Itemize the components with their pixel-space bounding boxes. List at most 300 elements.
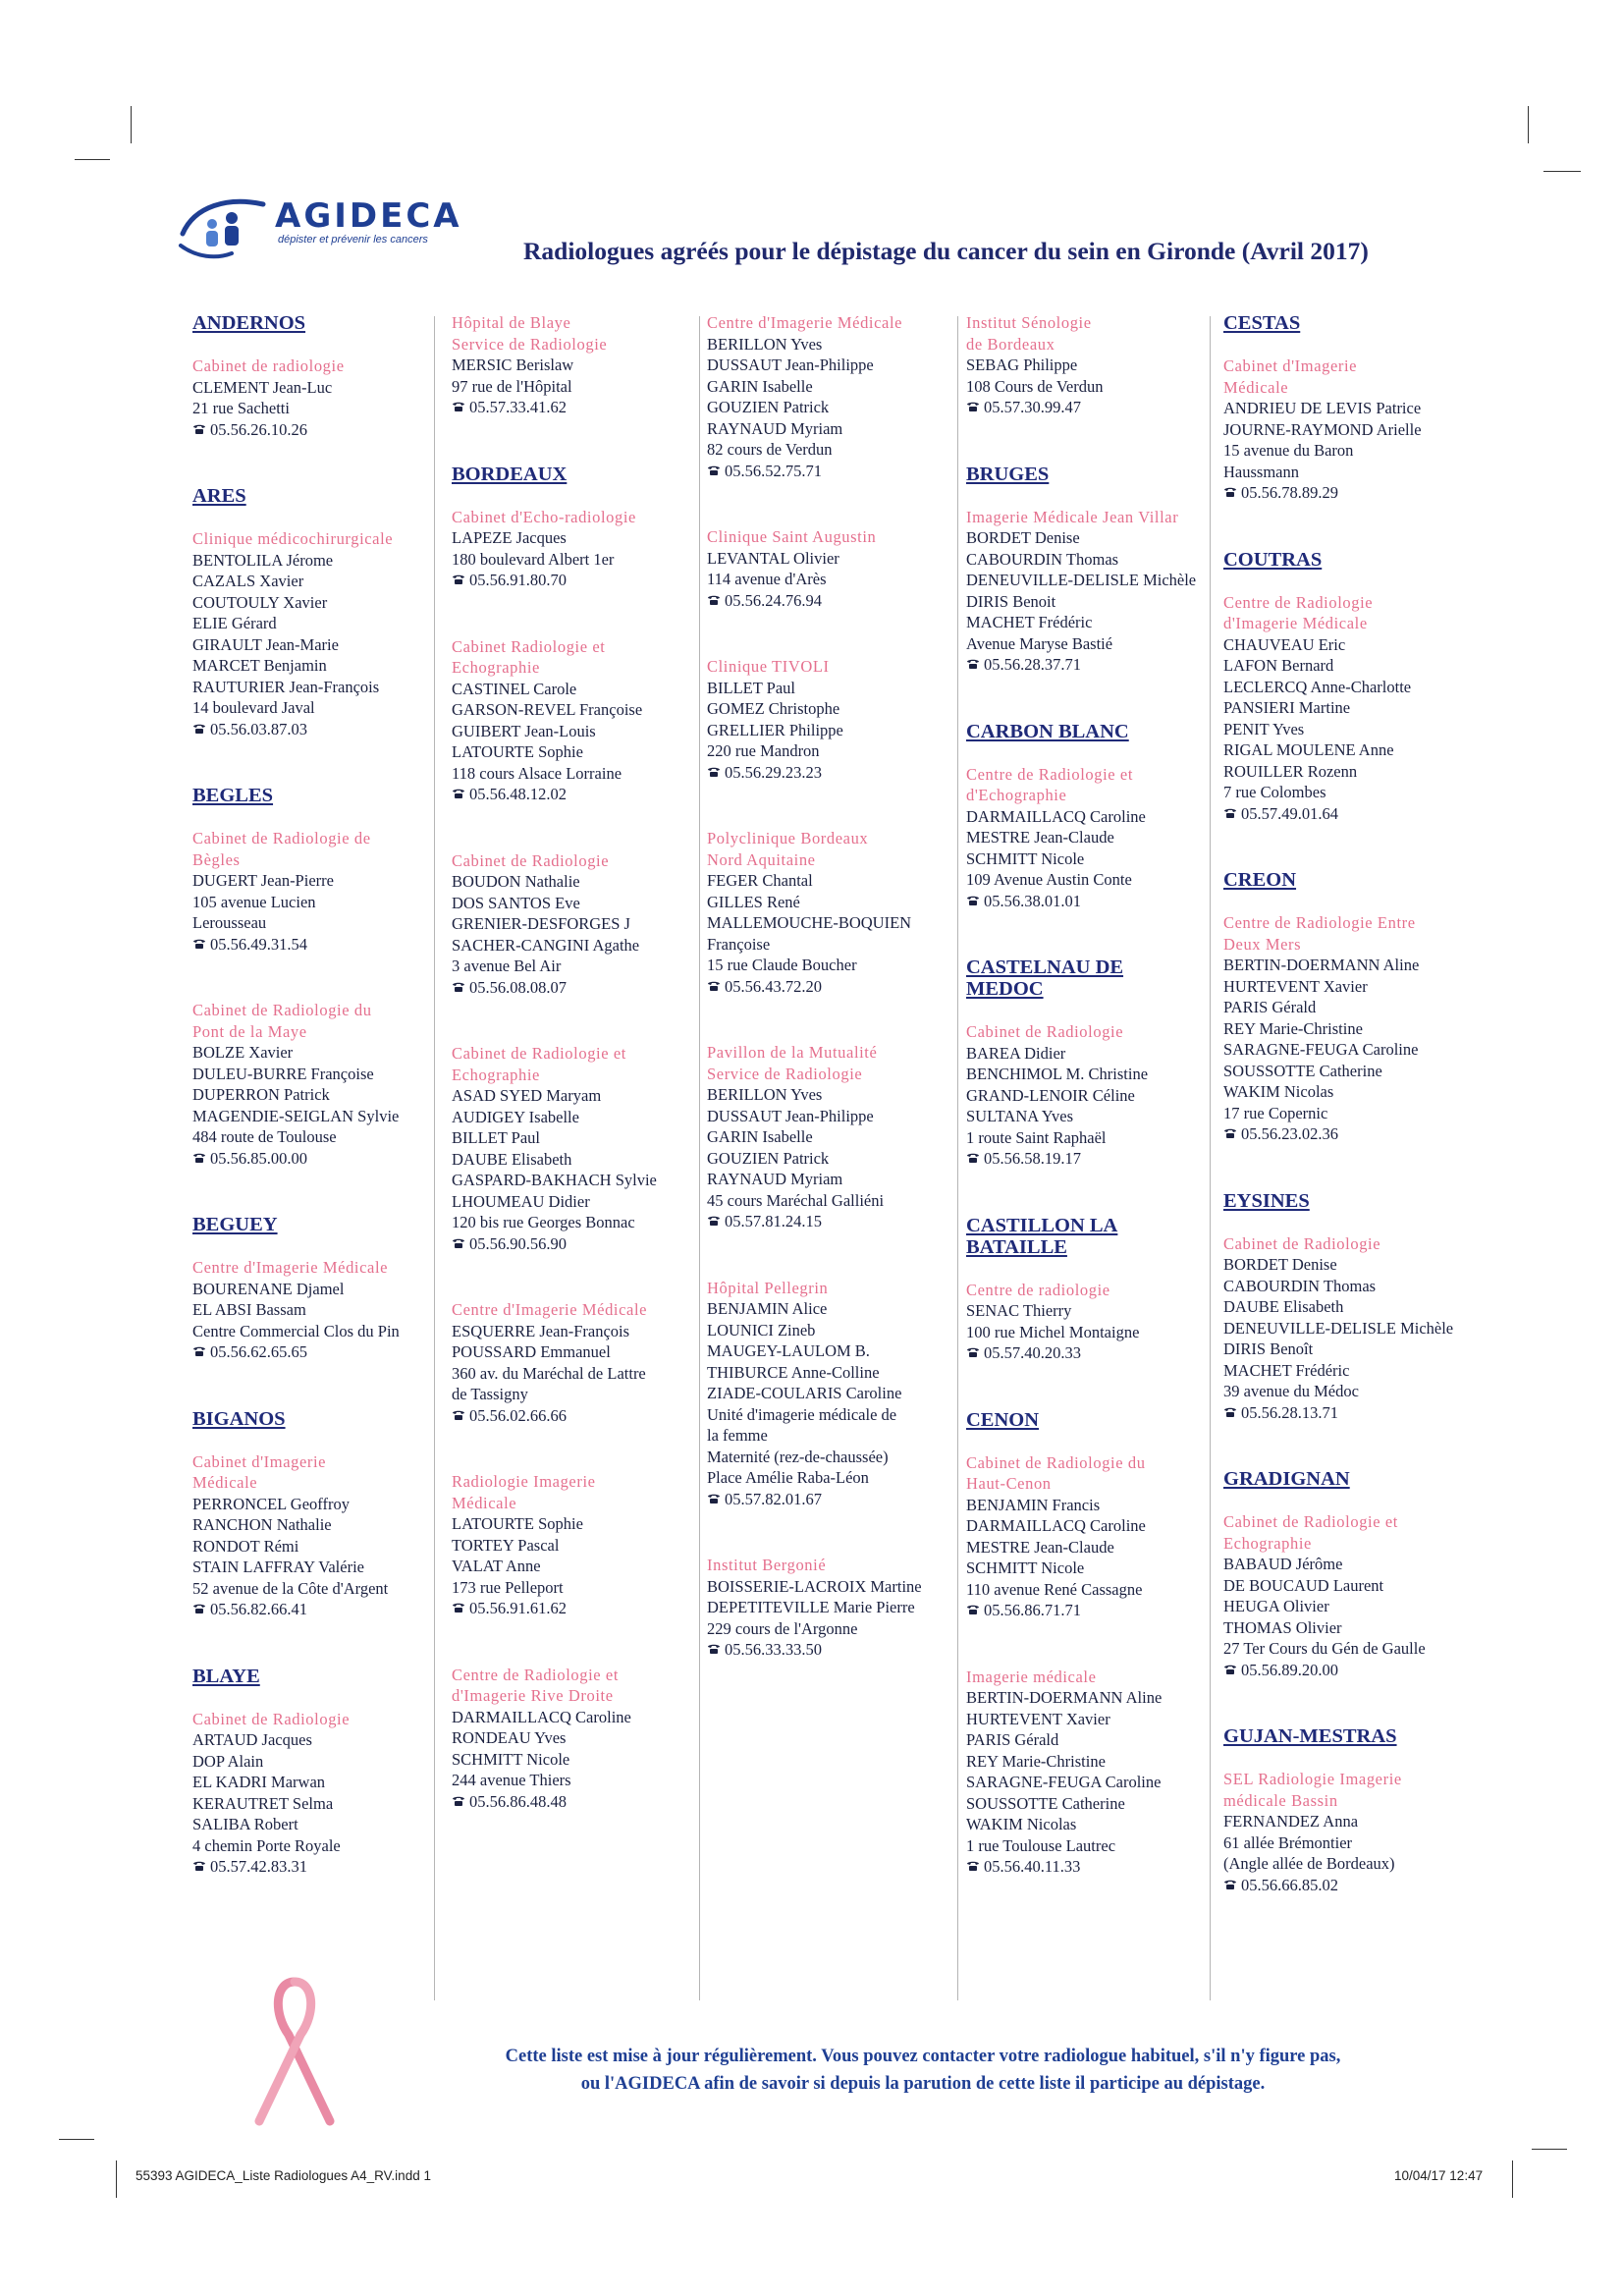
center-name: Service de Radiologie bbox=[452, 334, 608, 354]
phone-number[interactable]: 05.57.30.99.47 bbox=[984, 398, 1081, 416]
center-detail-line: JOURNE-RAYMOND Arielle bbox=[1223, 419, 1422, 439]
city-group bbox=[452, 464, 682, 1813]
phone-line bbox=[192, 1341, 423, 1363]
column-4 bbox=[966, 312, 1197, 1923]
phone-line bbox=[452, 1405, 682, 1427]
center-name: de Bordeaux bbox=[966, 334, 1055, 354]
center-detail-line: 15 avenue du Baron bbox=[1223, 441, 1354, 460]
center-detail-line: PENIT Yves bbox=[1223, 719, 1305, 738]
center-detail-line: BORDET Denise bbox=[966, 528, 1080, 547]
center-detail-line: WAKIM Nicolas bbox=[1223, 1082, 1334, 1101]
center-detail-line: 360 av. du Maréchal de Lattre bbox=[452, 1363, 646, 1383]
logo-figures-icon bbox=[177, 194, 275, 263]
center-detail-line: BOLZE Xavier bbox=[192, 1043, 294, 1062]
center-detail-line: RANCHON Nathalie bbox=[192, 1515, 332, 1534]
crop-mark bbox=[1528, 106, 1529, 143]
city-heading: CASTILLON LA BATAILLE bbox=[966, 1214, 1118, 1258]
city-group bbox=[192, 1214, 423, 1363]
phone-number[interactable]: 05.56.62.65.65 bbox=[210, 1342, 307, 1361]
phone-line bbox=[192, 419, 423, 441]
telephone-icon bbox=[966, 1148, 984, 1170]
center-detail-line: BORDET Denise bbox=[1223, 1255, 1337, 1274]
center-detail-line: MACHET Frédéric bbox=[1223, 1360, 1350, 1380]
radiology-center bbox=[1223, 355, 1454, 504]
center-detail-line: LHOUMEAU Didier bbox=[452, 1191, 590, 1211]
center-detail-line: TORTEY Pascal bbox=[452, 1535, 560, 1555]
center-detail-line: DIRIS Benoît bbox=[1223, 1339, 1314, 1358]
phone-number[interactable]: 05.57.82.01.67 bbox=[725, 1489, 822, 1508]
city-group bbox=[707, 312, 938, 1661]
column-1 bbox=[192, 312, 423, 1923]
center-detail-line: MAUGEY-LAULOM B. bbox=[707, 1341, 870, 1360]
center-detail-line: GRENIER-DESFORGES J bbox=[452, 914, 630, 933]
center-detail-line: BILLET Paul bbox=[452, 1128, 540, 1147]
phone-number[interactable]: 05.56.28.37.71 bbox=[984, 655, 1081, 674]
center-detail-line: 61 allée Brémontier bbox=[1223, 1832, 1353, 1852]
crop-mark bbox=[116, 2160, 117, 2198]
center-detail-line: 7 rue Colombes bbox=[1223, 783, 1326, 801]
center-name: Centre d'Imagerie Médicale bbox=[452, 1300, 648, 1319]
center-detail-line: 97 rue de l'Hôpital bbox=[452, 376, 572, 396]
column-separator bbox=[434, 316, 435, 2000]
center-detail-line: MESTRE Jean-Claude bbox=[966, 1537, 1114, 1557]
center-detail-line: PARIS Gérald bbox=[966, 1730, 1059, 1749]
center-name: Deux Mers bbox=[1223, 934, 1302, 954]
center-detail-line: BERTIN-DOERMANN Aline bbox=[1223, 956, 1420, 974]
radiology-center bbox=[707, 1042, 938, 1232]
center-detail-line: 180 boulevard Albert 1er bbox=[452, 549, 615, 569]
telephone-icon bbox=[192, 1341, 210, 1363]
center-detail-line: GASPARD-BAKHACH Sylvie bbox=[452, 1171, 657, 1189]
center-name: Nord Aquitaine bbox=[707, 849, 816, 869]
center-name: Cabinet de Radiologie bbox=[966, 1022, 1124, 1041]
city-group bbox=[1223, 1725, 1454, 1895]
city-group bbox=[192, 785, 423, 1169]
telephone-icon bbox=[707, 461, 725, 482]
center-detail-line: DUSSAUT Jean-Philippe bbox=[707, 1106, 874, 1125]
center-detail-line: 52 avenue de la Côte d'Argent bbox=[192, 1578, 389, 1598]
phone-line bbox=[1223, 1660, 1454, 1681]
center-detail-line: DUPERRON Patrick bbox=[192, 1085, 330, 1104]
center-name: Cabinet de Radiologie et bbox=[1223, 1512, 1398, 1531]
phone-number[interactable]: 05.56.48.12.02 bbox=[469, 785, 567, 803]
phone-line bbox=[966, 1856, 1197, 1878]
radiology-center bbox=[707, 526, 938, 611]
phone-number[interactable]: 05.56.26.10.26 bbox=[210, 419, 307, 439]
city-heading: GRADIGNAN bbox=[1223, 1468, 1350, 1490]
telephone-icon bbox=[452, 1598, 469, 1619]
center-detail-line: 21 rue Sachetti bbox=[192, 399, 290, 417]
center-detail-line: LAFON Bernard bbox=[1223, 656, 1334, 675]
center-detail-line: ANDRIEU DE LEVIS Patrice bbox=[1223, 399, 1422, 417]
phone-number[interactable]: 05.56.02.66.66 bbox=[469, 1405, 567, 1425]
center-name: Haut-Cenon bbox=[966, 1474, 1052, 1493]
telephone-icon bbox=[452, 397, 469, 418]
center-detail-line: DENEUVILLE-DELISLE Michèle bbox=[1223, 1318, 1454, 1338]
center-detail-line: MARCET Benjamin bbox=[192, 656, 327, 675]
phone-line bbox=[452, 1233, 682, 1255]
center-detail-line: LOUNICI Zineb bbox=[707, 1320, 816, 1339]
city-heading: BEGLES bbox=[192, 785, 274, 806]
center-name: Clinique médicochirurgicale bbox=[192, 529, 394, 548]
center-detail-line: STAIN LAFFRAY Valérie bbox=[192, 1558, 364, 1576]
telephone-icon bbox=[452, 977, 469, 999]
city-heading: CREON bbox=[1223, 869, 1297, 891]
center-name: Cabinet de Radiologie bbox=[452, 850, 610, 870]
center-detail-line: 4 chemin Porte Royale bbox=[192, 1835, 341, 1855]
center-detail-line: SCHMITT Nicole bbox=[966, 848, 1085, 868]
phone-line bbox=[452, 977, 682, 999]
radiology-center bbox=[192, 1257, 423, 1363]
phone-number[interactable]: 05.56.85.00.00 bbox=[210, 1148, 307, 1168]
phone-number[interactable]: 05.56.58.19.17 bbox=[984, 1149, 1081, 1168]
phone-line bbox=[966, 1148, 1197, 1170]
phone-number[interactable]: 05.56.38.01.01 bbox=[984, 891, 1081, 910]
update-notice-line-2: ou l'AGIDECA afin de savoir si depuis la parution de cette liste il participe au dépistage. bbox=[580, 2074, 1266, 2094]
center-detail-line: 110 avenue René Cassagne bbox=[966, 1579, 1143, 1599]
radiology-center bbox=[966, 1452, 1197, 1621]
city-group bbox=[192, 1666, 423, 1878]
center-detail-line: VALAT Anne bbox=[452, 1557, 541, 1575]
radiology-center bbox=[452, 1665, 682, 1813]
city-group bbox=[1223, 1468, 1454, 1680]
phone-line bbox=[452, 1791, 682, 1813]
center-detail-line: GUIBERT Jean-Louis bbox=[452, 721, 596, 740]
phone-line bbox=[1223, 1123, 1454, 1145]
center-name: Imagerie Médicale Jean Villar bbox=[966, 507, 1179, 526]
center-name: d'Imagerie Rive Droite bbox=[452, 1686, 614, 1705]
phone-line bbox=[966, 891, 1197, 912]
telephone-icon bbox=[192, 1148, 210, 1170]
city-heading: GUJAN-MESTRAS bbox=[1223, 1725, 1397, 1747]
phone-number[interactable]: 05.56.29.23.23 bbox=[725, 762, 822, 782]
city-heading: BEGUEY bbox=[192, 1214, 278, 1235]
center-name: Médicale bbox=[452, 1493, 517, 1512]
phone-number[interactable]: 05.56.66.85.02 bbox=[1241, 1875, 1338, 1894]
city-group bbox=[966, 957, 1197, 1170]
column-5 bbox=[1223, 312, 1454, 1941]
center-detail-line: LATOURTE Sophie bbox=[452, 1514, 583, 1533]
center-detail-line: ZIADE-COULARIS Caroline bbox=[707, 1384, 902, 1402]
phone-number[interactable]: 05.56.91.80.70 bbox=[469, 571, 567, 589]
center-detail-line: LAPEZE Jacques bbox=[452, 528, 567, 547]
center-name: Cabinet de Radiologie du bbox=[192, 1001, 372, 1019]
radiology-center bbox=[452, 850, 682, 999]
phone-line bbox=[707, 590, 938, 612]
radiology-center bbox=[1223, 912, 1454, 1145]
center-name: Cabinet Radiologie et bbox=[452, 636, 606, 656]
phone-line bbox=[707, 762, 938, 784]
center-detail-line: BAREA Didier bbox=[966, 1043, 1066, 1063]
phone-number[interactable]: 05.57.81.24.15 bbox=[725, 1212, 822, 1230]
center-detail-line: GARSON-REVEL Françoise bbox=[452, 700, 643, 719]
city-group bbox=[966, 1409, 1197, 1878]
center-detail-line: 114 avenue d'Arès bbox=[707, 570, 827, 588]
center-name: Hôpital Pellegrin bbox=[707, 1278, 829, 1297]
center-detail-line: 45 cours Maréchal Galliéni bbox=[707, 1190, 885, 1210]
center-name: Centre d'Imagerie Médicale bbox=[192, 1258, 389, 1277]
radiology-center bbox=[192, 528, 423, 739]
center-name: Imagerie médicale bbox=[966, 1667, 1097, 1686]
center-name: Institut Bergonié bbox=[707, 1556, 827, 1574]
phone-number[interactable]: 05.56.78.89.29 bbox=[1241, 483, 1338, 502]
center-name: Cabinet de Radiologie bbox=[192, 1709, 351, 1728]
city-group bbox=[452, 312, 682, 418]
center-detail-line: AUDIGEY Isabelle bbox=[452, 1107, 579, 1126]
phone-number[interactable]: 05.56.23.02.36 bbox=[1241, 1124, 1338, 1143]
center-detail-line: RIGAL MOULENE Anne bbox=[1223, 740, 1394, 759]
center-detail-line: ASAD SYED Maryam bbox=[452, 1086, 602, 1105]
center-name: Pont de la Maye bbox=[192, 1021, 307, 1041]
center-name: Pavillon de la Mutualité bbox=[707, 1043, 878, 1062]
phone-number[interactable]: 05.56.52.75.71 bbox=[725, 461, 822, 480]
phone-line bbox=[1223, 482, 1454, 504]
radiology-center bbox=[452, 507, 682, 591]
phone-number[interactable]: 05.56.91.61.62 bbox=[469, 1599, 567, 1617]
phone-line bbox=[192, 719, 423, 740]
center-detail-line: THOMAS Olivier bbox=[1223, 1617, 1342, 1637]
center-detail-line: DEPETITEVILLE Marie Pierre bbox=[707, 1598, 915, 1616]
telephone-icon bbox=[1223, 1123, 1241, 1145]
center-detail-line: ESQUERRE Jean-François bbox=[452, 1321, 630, 1340]
center-name: Cabinet de radiologie bbox=[192, 356, 345, 375]
telephone-icon bbox=[452, 570, 469, 591]
center-detail-line: GILLES René bbox=[707, 892, 800, 911]
radiology-center bbox=[452, 1471, 682, 1619]
radiology-center bbox=[707, 656, 938, 783]
phone-number[interactable]: 05.57.40.20.33 bbox=[984, 1343, 1081, 1362]
telephone-icon bbox=[192, 1599, 210, 1620]
center-detail-line: EL KADRI Marwan bbox=[192, 1773, 326, 1791]
phone-number[interactable]: 05.56.89.20.00 bbox=[1241, 1660, 1338, 1679]
center-name: Centre d'Imagerie Médicale bbox=[707, 313, 903, 332]
center-detail-line: SULTANA Yves bbox=[966, 1107, 1074, 1125]
center-detail-line: RONDOT Rémi bbox=[192, 1536, 299, 1556]
center-name: Clinique TIVOLI bbox=[707, 657, 830, 676]
telephone-icon bbox=[1223, 1875, 1241, 1896]
telephone-icon bbox=[192, 419, 210, 441]
phone-number[interactable]: 05.56.28.13.71 bbox=[1241, 1402, 1338, 1422]
center-detail-line: GOUZIEN Patrick bbox=[707, 1148, 830, 1168]
center-detail-line: RAYNAUD Myriam bbox=[707, 418, 843, 438]
center-detail-line: RAYNAUD Myriam bbox=[707, 1170, 843, 1188]
center-detail-line: FERNANDEZ Anna bbox=[1223, 1812, 1359, 1831]
center-detail-line: BOISSERIE-LACROIX Martine bbox=[707, 1576, 922, 1596]
phone-number[interactable]: 05.56.49.31.54 bbox=[210, 934, 307, 954]
telephone-icon bbox=[707, 590, 725, 612]
crop-mark bbox=[59, 2139, 94, 2140]
phone-number[interactable]: 05.56.03.87.03 bbox=[210, 719, 307, 738]
radiology-center bbox=[966, 507, 1197, 676]
radiology-center bbox=[452, 1043, 682, 1254]
center-name: Service de Radiologie bbox=[707, 1064, 863, 1083]
center-name: Médicale bbox=[1223, 377, 1289, 397]
center-detail-line: HURTEVENT Xavier bbox=[1223, 976, 1368, 996]
center-detail-line: de Tassigny bbox=[452, 1385, 528, 1403]
column-separator bbox=[1210, 316, 1211, 2000]
city-heading: BLAYE bbox=[192, 1665, 260, 1687]
center-detail-line: 484 route de Toulouse bbox=[192, 1127, 337, 1146]
phone-number[interactable]: 05.57.33.41.62 bbox=[469, 398, 567, 416]
crop-mark bbox=[1512, 2160, 1513, 2198]
center-detail-line: 1 route Saint Raphaël bbox=[966, 1127, 1107, 1147]
center-detail-line: 82 cours de Verdun bbox=[707, 440, 833, 459]
center-name: Clinique Saint Augustin bbox=[707, 527, 877, 546]
city-heading: CENON bbox=[966, 1408, 1040, 1431]
phone-number[interactable]: 05.56.86.71.71 bbox=[984, 1601, 1081, 1619]
center-detail-line: DARMAILLACQ Caroline bbox=[452, 1707, 631, 1726]
center-detail-line: SARAGNE-FEUGA Caroline bbox=[966, 1773, 1162, 1791]
center-detail-line: DUGERT Jean-Pierre bbox=[192, 871, 334, 890]
center-name: d'Imagerie Médicale bbox=[1223, 614, 1368, 632]
radiology-center bbox=[707, 828, 938, 997]
center-detail-line: CAZALS Xavier bbox=[192, 572, 304, 590]
center-detail-line: CASTINEL Carole bbox=[452, 679, 577, 698]
center-name: Hôpital de Blaye bbox=[452, 313, 571, 332]
center-detail-line: Maternité (rez-de-chaussée) bbox=[707, 1447, 889, 1466]
city-group bbox=[1223, 312, 1454, 504]
phone-line bbox=[707, 461, 938, 482]
phone-number[interactable]: 05.56.86.48.48 bbox=[469, 1791, 567, 1811]
center-name: d'Echographie bbox=[966, 786, 1067, 804]
phone-line bbox=[707, 976, 938, 998]
center-detail-line: SOUSSOTTE Catherine bbox=[1223, 1061, 1382, 1080]
city-group bbox=[192, 312, 423, 440]
city-group bbox=[966, 464, 1197, 676]
center-name: Cabinet d'Echo-radiologie bbox=[452, 507, 636, 526]
radiology-center bbox=[192, 1000, 423, 1169]
telephone-icon bbox=[1223, 803, 1241, 825]
column-separator bbox=[957, 316, 958, 2000]
center-detail-line: GOUZIEN Patrick bbox=[707, 398, 830, 416]
document-title: Radiologues agréés pour le dépistage du cancer du sein en Gironde (Avril 2017) bbox=[523, 237, 1369, 265]
phone-line bbox=[1223, 1875, 1454, 1896]
center-detail-line: PERRONCEL Geoffroy bbox=[192, 1494, 350, 1513]
center-detail-line: 108 Cours de Verdun bbox=[966, 376, 1104, 396]
phone-line bbox=[966, 1600, 1197, 1621]
center-detail-line: EL ABSI Bassam bbox=[192, 1300, 306, 1319]
center-detail-line: GARIN Isabelle bbox=[707, 1127, 813, 1146]
center-detail-line: RONDEAU Yves bbox=[452, 1728, 567, 1747]
radiology-center bbox=[452, 636, 682, 805]
phone-line bbox=[1223, 803, 1454, 825]
phone-line bbox=[192, 1148, 423, 1170]
center-detail-line: REY Marie-Christine bbox=[1223, 1018, 1363, 1038]
center-detail-line: SCHMITT Nicole bbox=[452, 1749, 570, 1769]
center-detail-line: CHAUVEAU Eric bbox=[1223, 634, 1346, 654]
center-detail-line: LEVANTAL Olivier bbox=[707, 548, 839, 568]
phone-number[interactable]: 05.57.49.01.64 bbox=[1241, 803, 1338, 823]
center-detail-line: PARIS Gérald bbox=[1223, 998, 1317, 1016]
radiology-center bbox=[452, 312, 682, 418]
phone-number[interactable]: 05.56.90.56.90 bbox=[469, 1233, 567, 1253]
phone-number[interactable]: 05.56.43.72.20 bbox=[725, 976, 822, 996]
center-name: Echographie bbox=[452, 658, 540, 677]
center-name: Centre de Radiologie et bbox=[452, 1665, 620, 1684]
city-group bbox=[966, 721, 1197, 912]
center-detail-line: MALLEMOUCHE-BOQUIEN bbox=[707, 913, 912, 932]
city-group bbox=[192, 1408, 423, 1620]
center-detail-line: Lerousseau bbox=[192, 913, 267, 932]
radiology-center bbox=[1223, 1233, 1454, 1424]
center-detail-line: MESTRE Jean-Claude bbox=[966, 828, 1114, 847]
center-detail-line: 14 boulevard Javal bbox=[192, 698, 315, 717]
center-detail-line: REY Marie-Christine bbox=[966, 1751, 1106, 1771]
center-detail-line: WAKIM Nicolas bbox=[966, 1815, 1077, 1833]
telephone-icon bbox=[966, 1600, 984, 1621]
radiology-center bbox=[966, 1021, 1197, 1170]
print-slug-file: 55393 AGIDECA_Liste Radiologues A4_RV.indd 1 bbox=[135, 2168, 431, 2183]
phone-number[interactable]: 05.56.40.11.33 bbox=[984, 1857, 1081, 1876]
telephone-icon bbox=[707, 976, 725, 998]
center-name: Radiologie Imagerie bbox=[452, 1472, 596, 1491]
center-detail-line: CABOURDIN Thomas bbox=[966, 549, 1119, 569]
center-detail-line: BENTOLILA Jérome bbox=[192, 550, 334, 570]
phone-number[interactable]: 05.56.24.76.94 bbox=[725, 590, 822, 610]
center-name: médicale Bassin bbox=[1223, 1790, 1338, 1810]
radiology-center bbox=[707, 1555, 938, 1661]
center-detail-line: 105 avenue Lucien bbox=[192, 892, 316, 911]
phone-number[interactable]: 05.56.82.66.41 bbox=[210, 1600, 307, 1618]
center-detail-line: SCHMITT Nicole bbox=[966, 1558, 1085, 1577]
center-detail-line: LATOURTE Sophie bbox=[452, 742, 583, 761]
center-detail-line: CABOURDIN Thomas bbox=[1223, 1276, 1377, 1295]
center-detail-line: Place Amélie Raba-Léon bbox=[707, 1468, 869, 1487]
phone-number[interactable]: 05.56.33.33.50 bbox=[725, 1640, 822, 1659]
center-name: Echographie bbox=[1223, 1533, 1312, 1553]
center-detail-line: Centre Commercial Clos du Pin bbox=[192, 1321, 400, 1340]
center-detail-line: ROUILLER Rozenn bbox=[1223, 761, 1358, 781]
radiology-center bbox=[966, 1280, 1197, 1364]
center-detail-line: 109 Avenue Austin Conte bbox=[966, 870, 1132, 889]
center-detail-line: 120 bis rue Georges Bonnac bbox=[452, 1213, 635, 1231]
center-detail-line: HEUGA Olivier bbox=[1223, 1597, 1329, 1615]
city-heading: EYSINES bbox=[1223, 1189, 1310, 1212]
center-detail-line: Haussmann bbox=[1223, 462, 1299, 481]
center-detail-line: DOP Alain bbox=[192, 1751, 264, 1771]
logo-name: AGIDECA bbox=[275, 196, 462, 236]
center-detail-line: BENJAMIN Francis bbox=[966, 1495, 1101, 1514]
center-detail-line: BILLET Paul bbox=[707, 678, 795, 697]
phone-line bbox=[1223, 1402, 1454, 1424]
center-name: Centre de Radiologie et bbox=[966, 764, 1134, 784]
logo-tagline: dépister et prévenir les cancers bbox=[278, 234, 428, 246]
column-2 bbox=[452, 312, 682, 1857]
center-name: Polyclinique Bordeaux bbox=[707, 829, 869, 847]
telephone-icon bbox=[707, 1639, 725, 1661]
city-heading: ANDERNOS bbox=[192, 312, 306, 334]
center-name: Cabinet d'Imagerie bbox=[1223, 356, 1358, 375]
center-detail-line: GIRAULT Jean-Marie bbox=[192, 634, 339, 654]
telephone-icon bbox=[452, 1791, 469, 1813]
center-detail-line: Unité d'imagerie médicale de bbox=[707, 1404, 897, 1424]
phone-number[interactable]: 05.56.08.08.07 bbox=[469, 977, 567, 997]
center-detail-line: ARTAUD Jacques bbox=[192, 1730, 312, 1749]
column-separator bbox=[699, 316, 700, 2000]
radiology-center bbox=[707, 312, 938, 481]
center-detail-line: SEBAG Philippe bbox=[966, 355, 1078, 374]
center-name: Médicale bbox=[192, 1473, 258, 1492]
phone-number[interactable]: 05.57.42.83.31 bbox=[210, 1857, 307, 1876]
center-detail-line: DIRIS Benoit bbox=[966, 591, 1056, 611]
center-detail-line: 15 rue Claude Boucher bbox=[707, 956, 857, 974]
phone-line bbox=[192, 1856, 423, 1878]
telephone-icon bbox=[452, 784, 469, 805]
center-detail-line: SENAC Thierry bbox=[966, 1301, 1072, 1320]
center-detail-line: DENEUVILLE-DELISLE Michèle bbox=[966, 571, 1197, 589]
radiology-center bbox=[452, 1299, 682, 1426]
city-heading: CARBON BLANC bbox=[966, 720, 1129, 742]
